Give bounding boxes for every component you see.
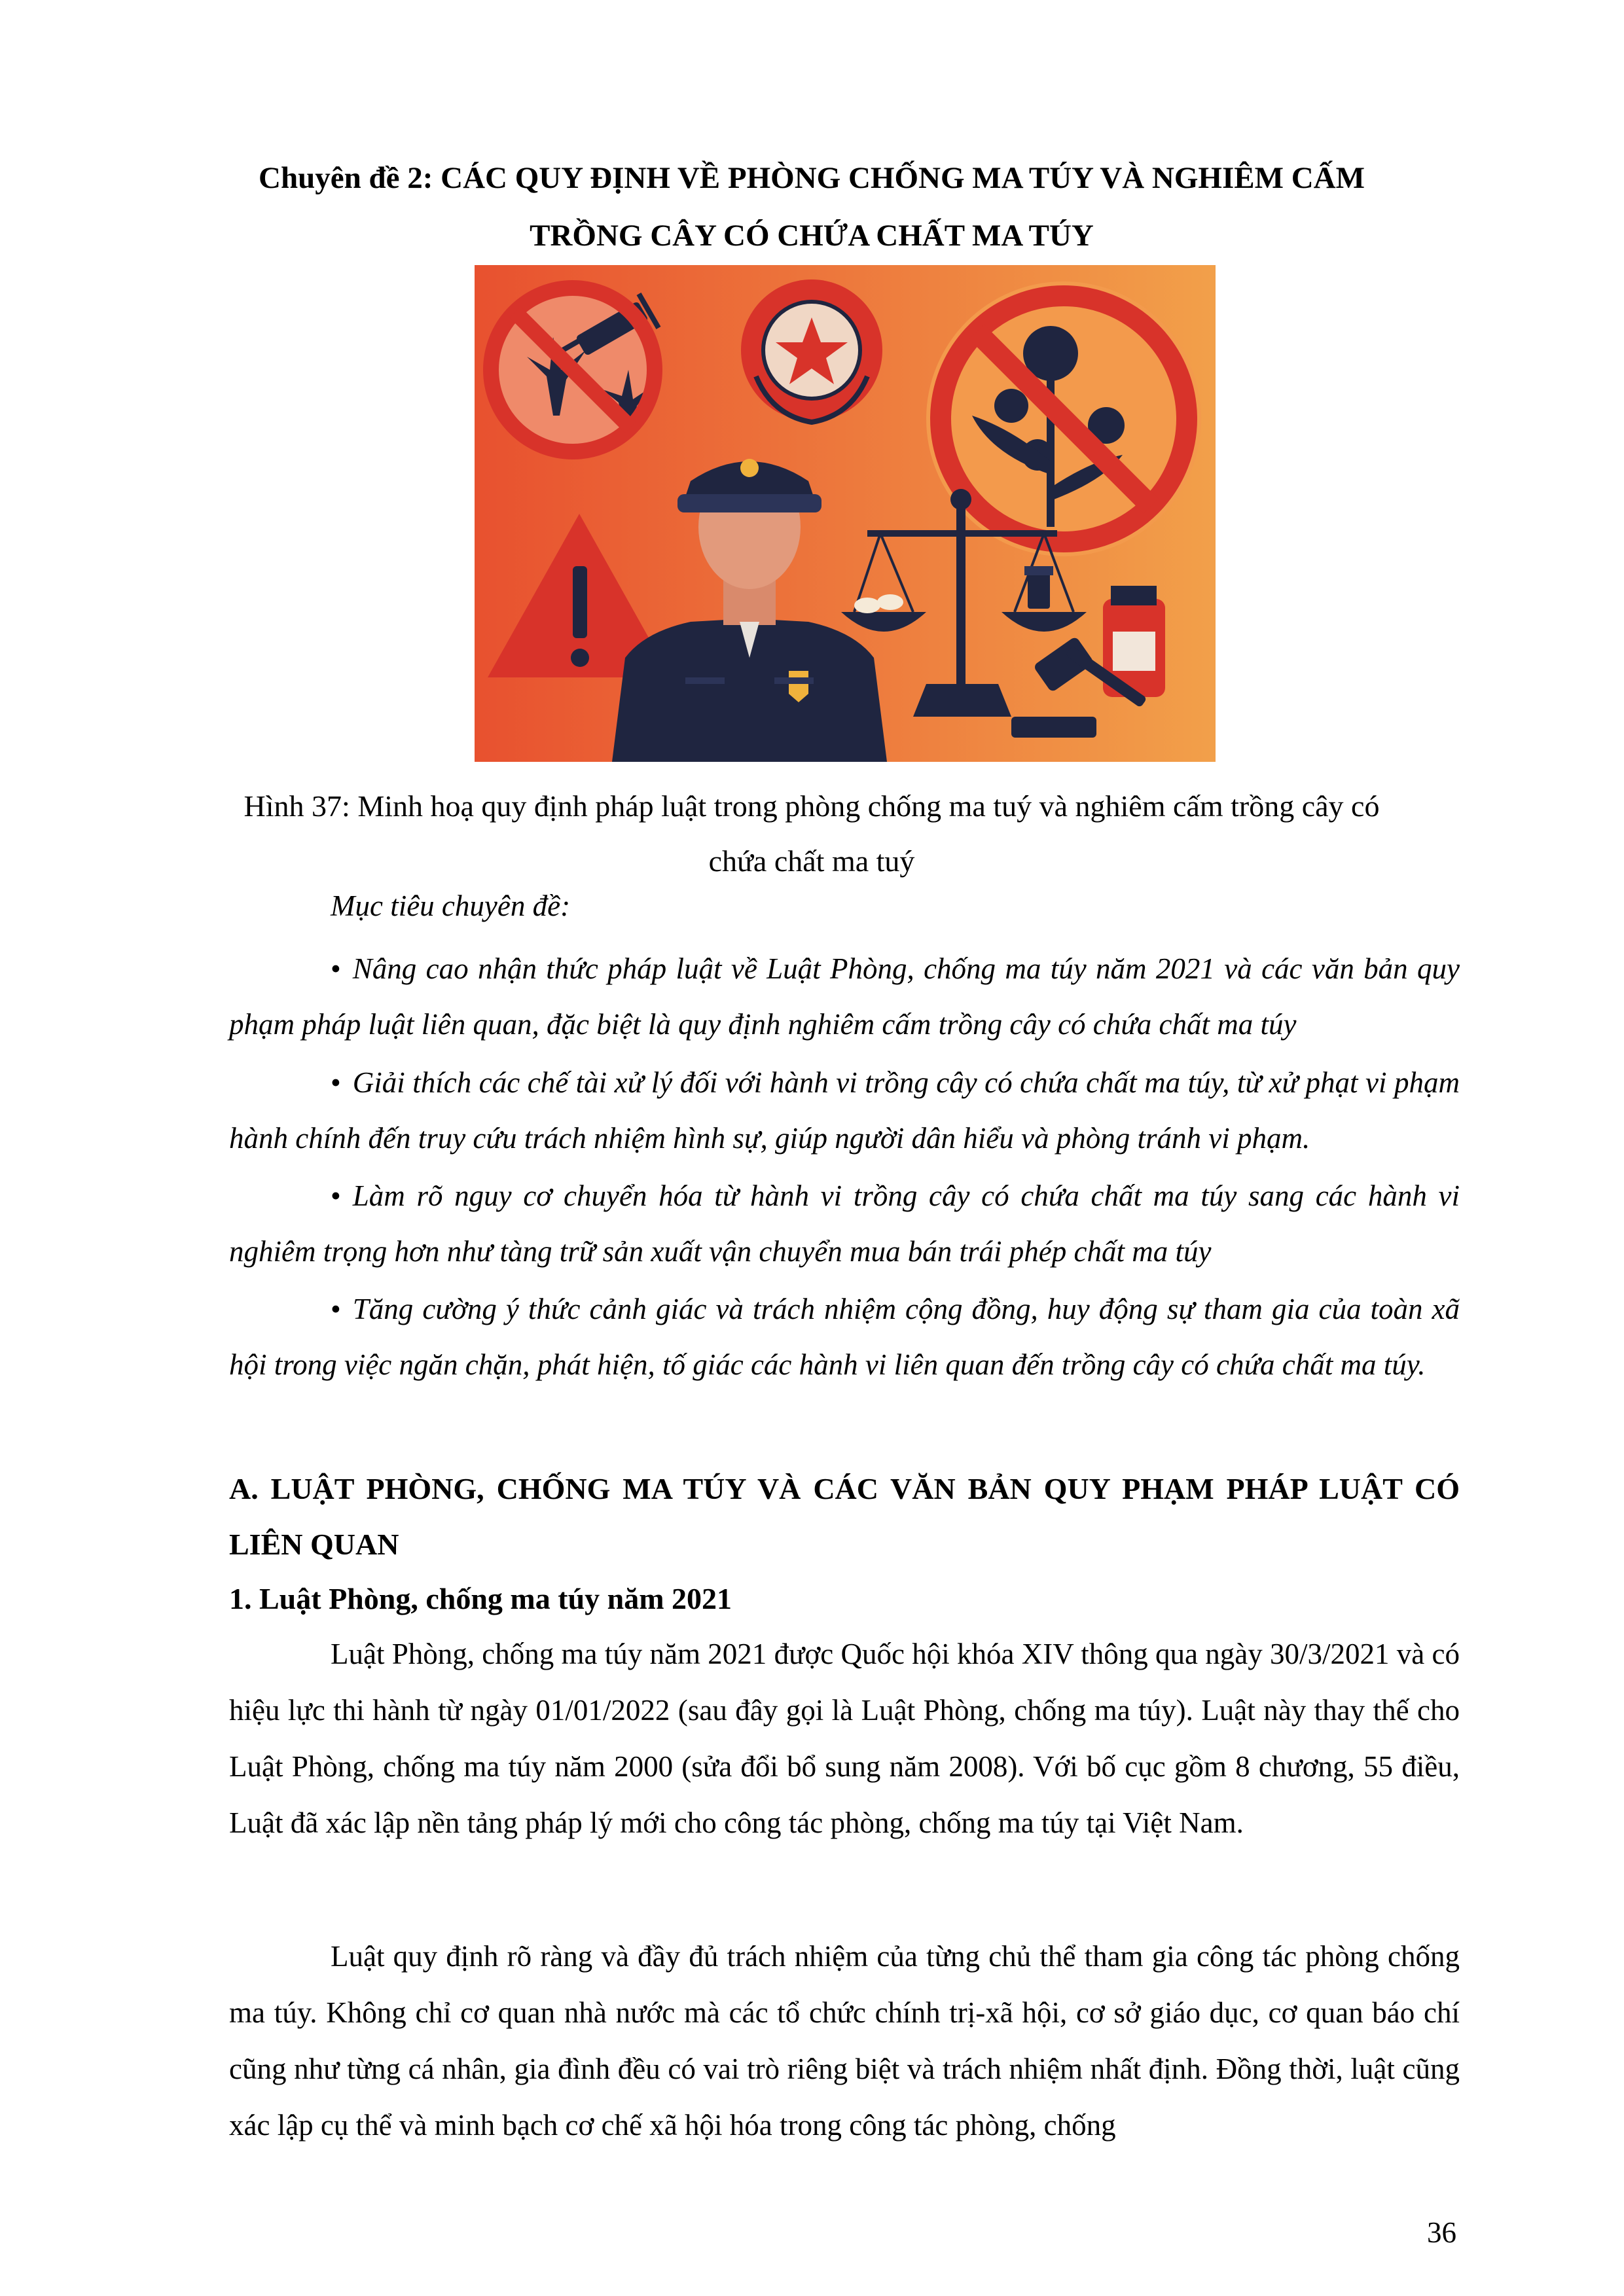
section-a-heading: A. LUẬT PHÒNG, CHỐNG MA TÚY VÀ CÁC VĂN BẢN QUY PHẠM PHÁP LUẬT CÓ LIÊN QUAN [229,1472,1460,1561]
subsection-1-heading: 1. Luật Phòng, chống ma túy năm 2021 [229,1582,732,1615]
paragraph-1: Luật Phòng, chống ma túy năm 2021 được Quốc hội khóa XIV thông qua ngày 30/3/2021 và có hiệu lực thi hành từ ngày 01/01/2022 (sau đây gọi là Luật Phòng, chống ma túy). Luật này thay thế cho Luật Phòng, chống ma túy năm 2000 (sửa đổi bổ sung năm 2008). Với bố cục gồm 8 chương, 55 điều, Luật đã xác lập nền tảng pháp lý mới cho công tác phòng, chống ma túy tại Việt Nam. [229,1638,1460,1839]
prohibited-poppy-icon [926,281,1201,556]
objective-text: Làm rõ nguy cơ chuyển hóa từ hành vi trồng cây có chứa chất ma túy sang các hành vi nghiêm trọng hơn như tàng trữ sản xuất vận chuyển mua bán trái phép chất ma túy [229,1179,1460,1268]
objective-text: Nâng cao nhận thức pháp luật về Luật Phòng, chống ma túy năm 2021 và các văn bản quy phạm pháp luật liên quan, đặc biệt là quy định nghiêm cấm trồng cây có chứa chất ma túy [229,952,1460,1041]
bullet-dot-icon: • [331,1066,341,1099]
paragraph-2: Luật quy định rõ ràng và đầy đủ trách nhiệm của từng chủ thể tham gia công tác phòng chống ma túy. Không chỉ cơ quan nhà nước mà các tổ chức chính trị-xã hội, cơ sở giáo dục, cơ quan báo chí cũng như từng cá nhân, gia đình đều có vai trò riêng biệt và trách nhiệm nhất định. Đồng thời, luật cũng xác lập cụ thể và minh bạch cơ chế xã hội hóa trong công tác phòng, chống [229,1940,1460,2142]
bullet-dot-icon: • [331,1179,341,1212]
figure-caption-line-1: Hình 37: Minh hoạ quy định pháp luật trong phòng chống ma tuý và nghiêm cấm trồng cây có [244,789,1380,823]
objective-text: Tăng cường ý thức cảnh giác và trách nhiệm cộng đồng, huy động sự tham gia của toàn xã hội trong việc ngăn chặn, phát hiện, tố giác các hành vi liên quan đến trồng cây có chứa chất ma túy. [229,1293,1460,1381]
objective-item [229,941,1460,1052]
figure-caption-line-2: chứa chất ma tuý [708,844,915,878]
illustration-figure [475,265,1216,762]
objective-text: Giải thích các chế tài xử lý đối với hành vi trồng cây có chứa chất ma túy, từ xử phạt vi phạm hành chính đến truy cứu trách nhiệm hình sự, giúp người dân hiểu và phòng tránh vi phạm. [229,1066,1460,1155]
topic-title-line-2: TRỒNG CÂY CÓ CHỨA CHẤT MA TÚY [530,219,1094,253]
topic-title-line-1: Chuyên đề 2: CÁC QUY ĐỊNH VỀ PHÒNG CHỐNG MA TÚY VÀ NGHIÊM CẤM [259,161,1365,195]
objective-item [229,1055,1460,1166]
topic-title [196,149,1427,264]
bullet-dot-icon: • [331,952,341,985]
page-number: 36 [1427,2216,1456,2249]
prohibited-cannabis-syringe-icon [484,281,661,458]
bullet-dot-icon: • [331,1293,341,1325]
figure-caption [196,779,1427,889]
objective-item [229,1282,1460,1393]
objectives-heading: Mục tiêu chuyên đề: [331,889,571,922]
objective-item [229,1168,1460,1280]
